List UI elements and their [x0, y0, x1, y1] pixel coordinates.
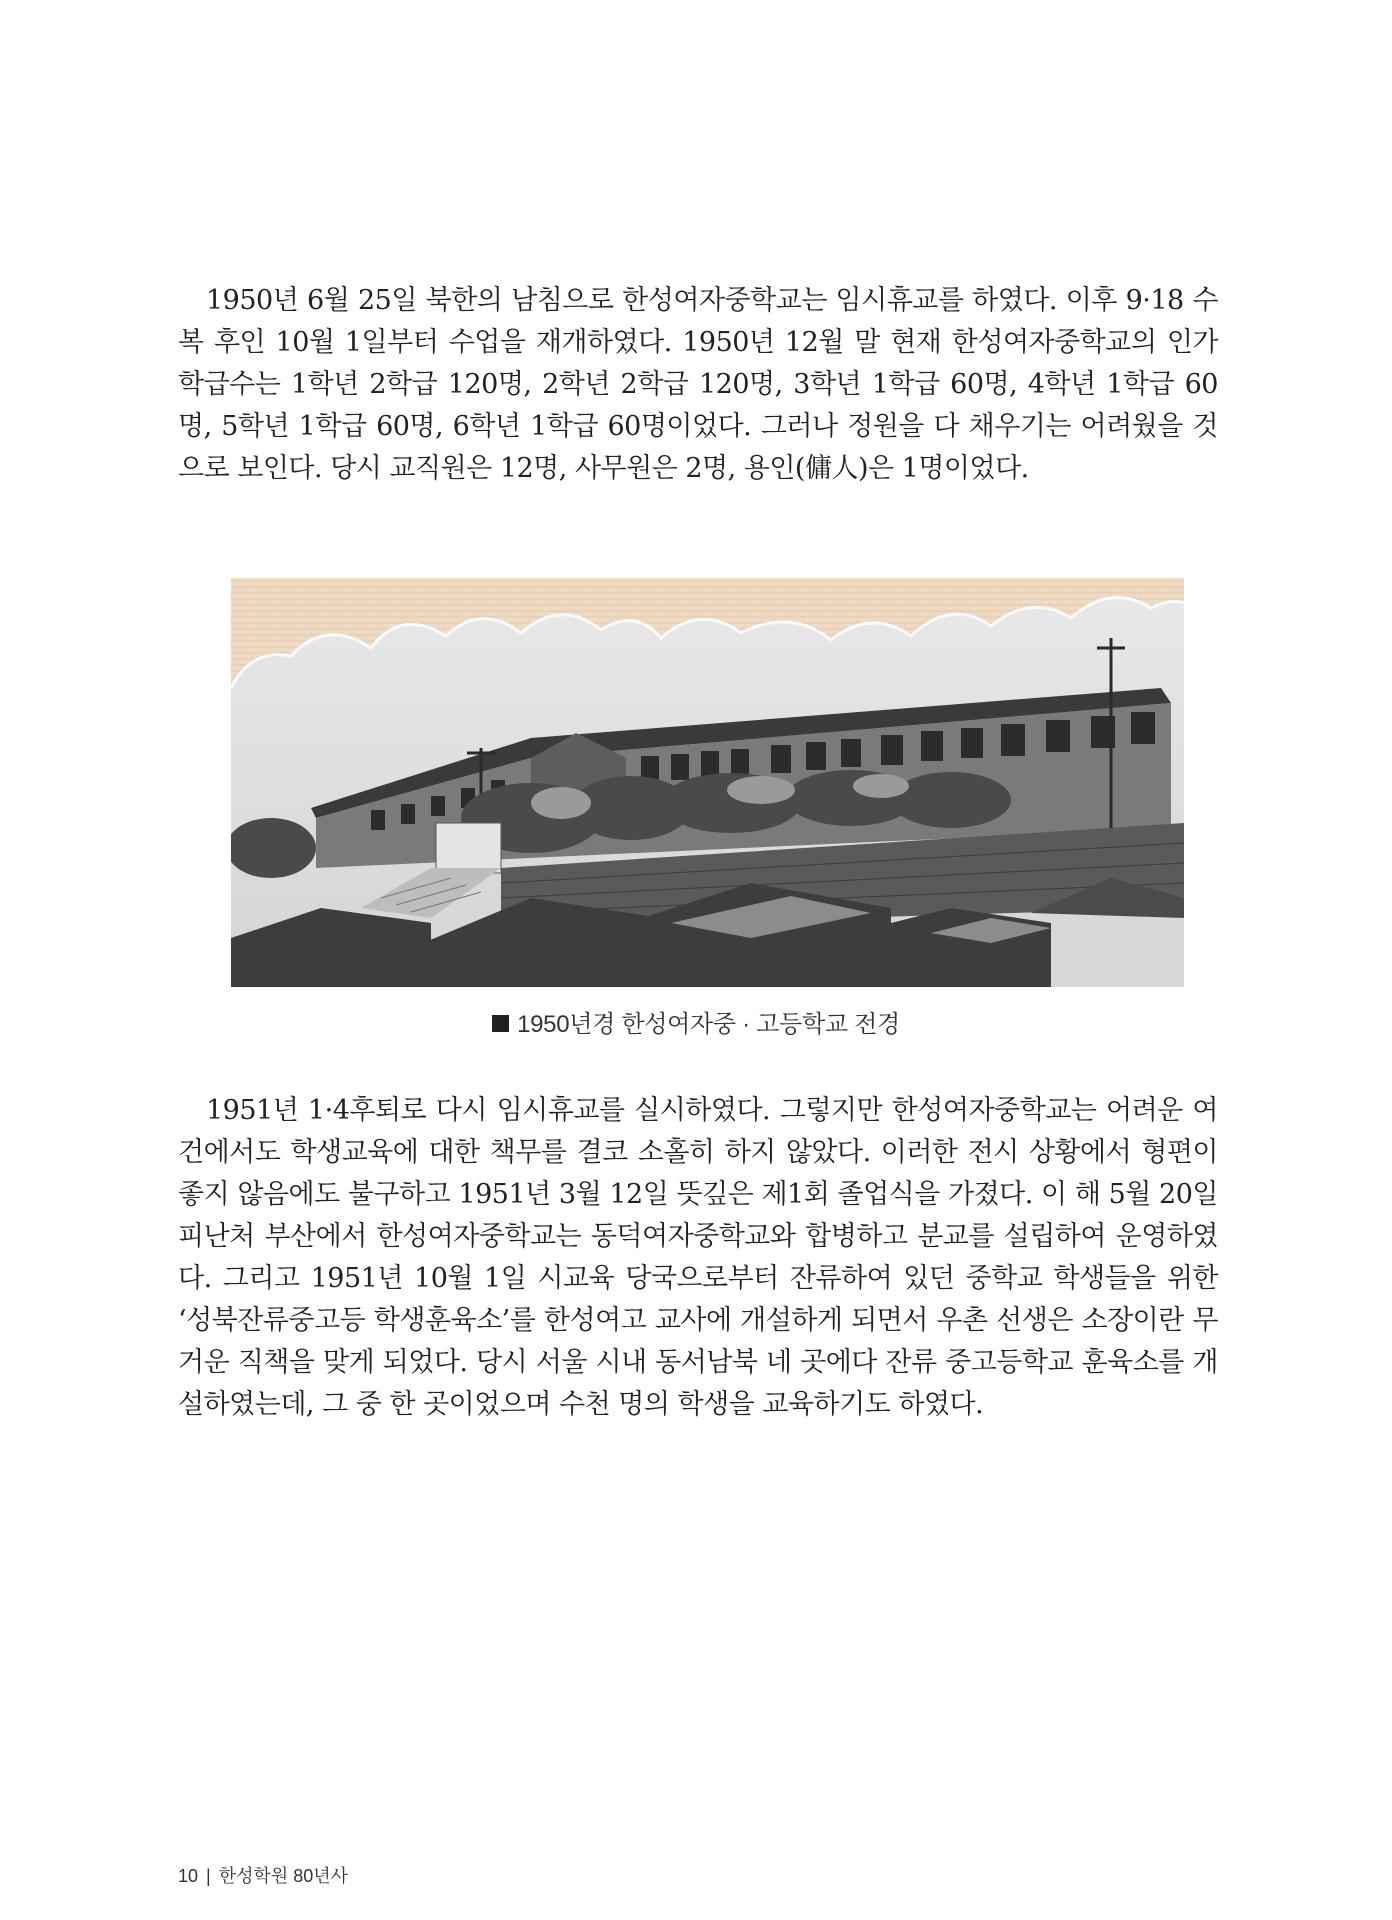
footer-separator: | [206, 1866, 211, 1886]
caption-bullet [492, 1015, 509, 1032]
school-photo [231, 578, 1184, 987]
photo-caption [0, 1004, 1392, 1039]
caption-text: 1950년경 한성여자중 · 고등학교 전경 [517, 1011, 900, 1038]
page-footer [178, 1862, 348, 1888]
book-title: 한성학원 80년사 [218, 1866, 349, 1886]
body-paragraph-1: 1950년 6월 25일 북한의 남침으로 한성여자중학교는 임시휴교를 하였다. 이후 9·18 수복 후인 10월 1일부터 수업을 재개하였다. 1950년 12월 말 현재 한성여자중학교의 인가학급수는 1학년 2학급 120명, 2학년 2학급 120명, 3학년 1학급 60명, 4학년 1학급 60명, 5학년 1학급 60명, 6학년 1학급 60명이었다. 그러나 정원을 다 채우기는 어려웠을 것으로 보인다. 당시 교직원은 12명, 사무원은 2명, 용인(傭人)은 1명이었다. [178, 285, 1218, 484]
page-number: 10 [178, 1866, 199, 1886]
body-paragraph-2: 1951년 1·4후퇴로 다시 임시휴교를 실시하였다. 그렇지만 한성여자중학교는 어려운 여건에서도 학생교육에 대한 책무를 결코 소홀히 하지 않았다. 이러한 전시 상황에서 형편이 좋지 않음에도 불구하고 1951년 3월 12일 뜻깊은 제1회 졸업식을 가졌다. 이 해 5월 20일 피난처 부산에서 한성여자중학교는 동덕여자중학교와 합병하고 분교를 설립하여 운영하였다. 그리고 1951년 10월 1일 시교육 당국으로부터 잔류하여 있던 중학교 학생들을 위한 ‘성북잔류중고등 학생훈육소’를 한성여고 교사에 개설하게 되면서 우촌 선생은 소장이란 무거운 직책을 맞게 되었다. 당시 서울 시내 동서남북 네 곳에다 잔류 중고등학교 훈육소를 개설하였는데, 그 중 한 곳이었으며 수천 명의 학생을 교육하기도 하였다. [178, 1095, 1218, 1420]
